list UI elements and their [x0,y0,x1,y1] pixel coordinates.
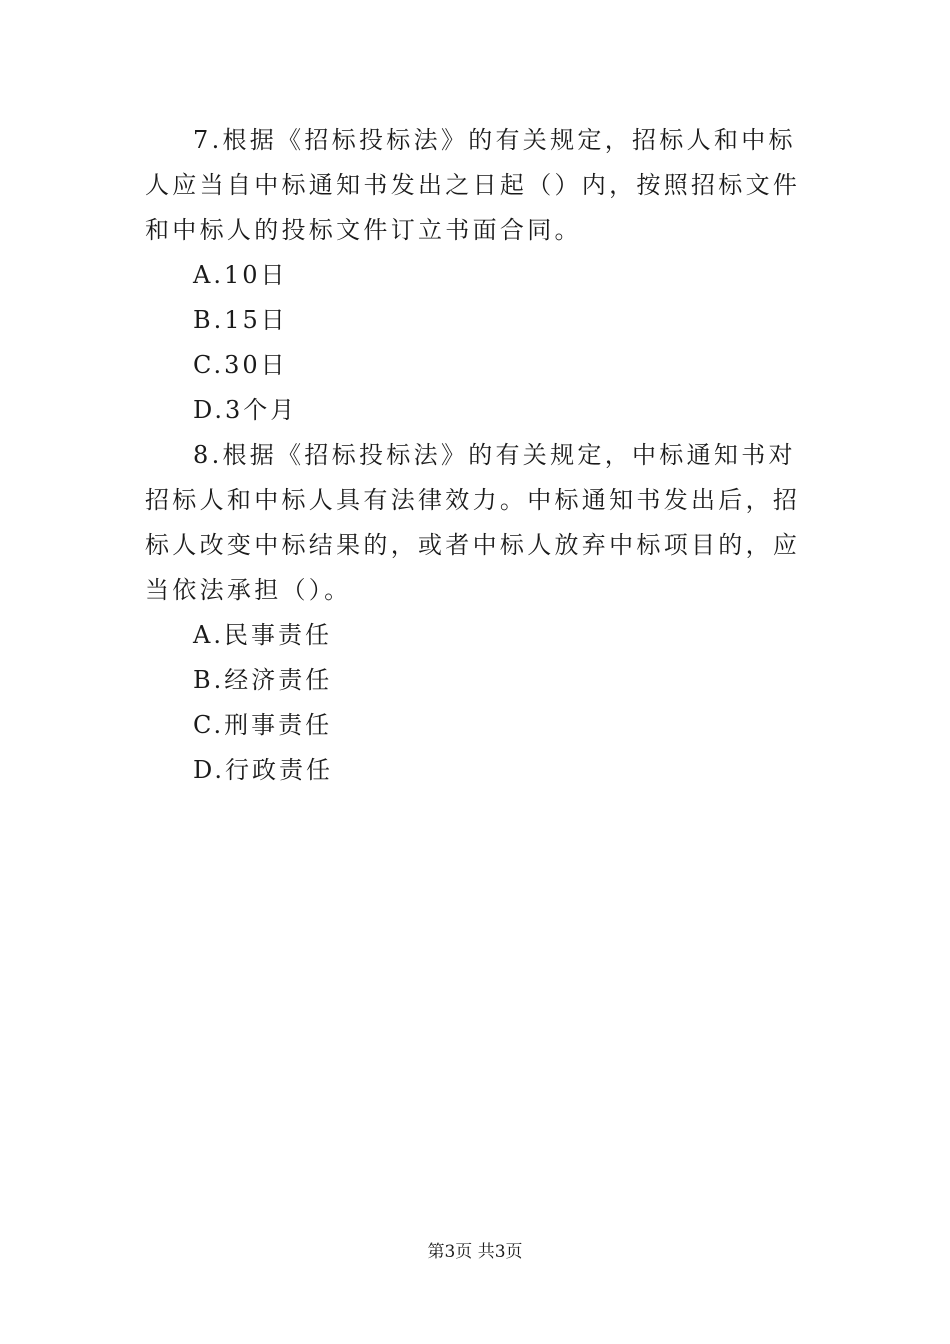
question-8-option-d: D.行政责任 [193,756,334,784]
question-8-option-a: A.民事责任 [193,621,332,649]
page-content [145,118,805,793]
question-7-option-b: B.15日 [193,306,288,334]
question-7-option-d: D.3个月 [193,396,298,424]
question-7-text: 7.根据《招标投标法》的有关规定，招标人和中标人应当自中标通知书发出之日起（）内，按照招标文件和中标人的投标文件订立书面合同。 [145,126,801,244]
question-8-option-b: B.经济责任 [193,666,333,694]
question-7-option-c: C.30日 [193,351,288,379]
page-footer-number: 第3页 共3页 [427,1242,523,1262]
question-8-option-c: C.刑事责任 [193,711,333,739]
question-7-option-a: A.10日 [193,261,288,289]
question-8-text: 8.根据《招标投标法》的有关规定，中标通知书对招标人和中标人具有法律效力。中标通知书发出后，招标人改变中标结果的，或者中标人放弃中标项目的，应当依法承担（）。 [145,441,801,604]
